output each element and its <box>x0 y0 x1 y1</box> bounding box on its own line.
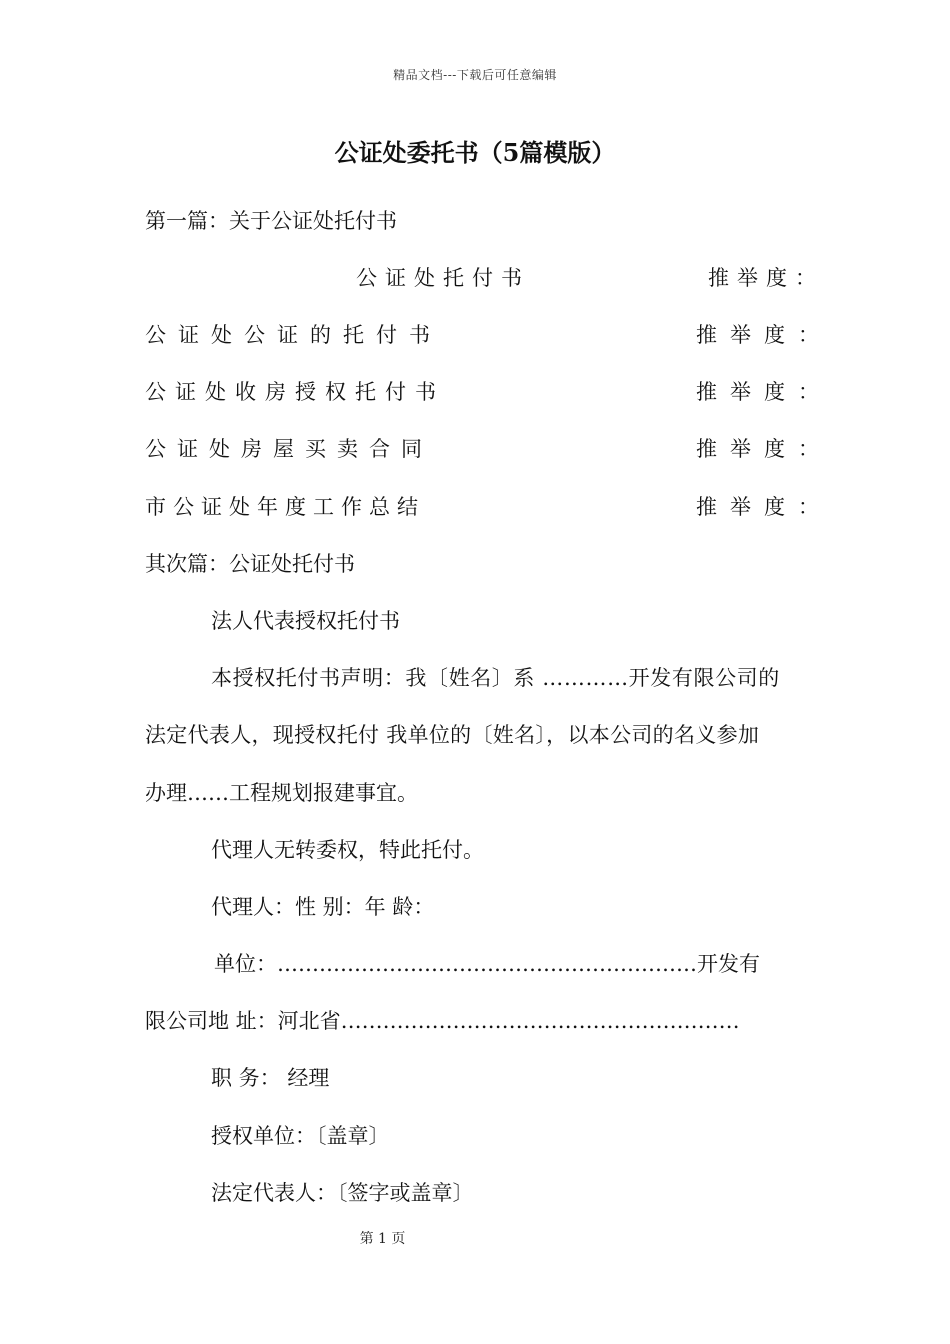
page-header: 精品文档---下载后可任意编辑 <box>393 68 557 82</box>
address-line: 限公司地 址：河北省………………………………………………… <box>145 1009 740 1033</box>
toc-item-label: 公证处房屋买卖合同 <box>145 437 433 461</box>
toc-item-rating: 推举度： <box>696 380 832 404</box>
first-section-heading: 第一篇：关于公证处托付书 <box>145 209 397 233</box>
toc-item-label: 公证处收房授权托付书 <box>145 380 445 404</box>
letter-subtitle: 法人代表授权托付书 <box>211 609 400 633</box>
paragraph-line: 本授权托付书声明：我〔姓名〕系 …………开发有限公司的 <box>211 666 780 690</box>
toc-item-rating: 推举度： <box>696 323 832 347</box>
toc-item-label: 公证处托付书 <box>356 266 530 290</box>
toc-item-rating: 推举度： <box>696 437 832 461</box>
page-number: 第 1 页 <box>359 1231 406 1247</box>
position-line: 职 务： 经理 <box>211 1066 330 1090</box>
authorizing-unit-line: 授权单位：〔盖章〕 <box>211 1124 390 1148</box>
document-title: 公证处委托书（5篇模版） <box>334 138 616 167</box>
toc-item-label: 市公证处年度工作总结 <box>145 495 425 519</box>
paragraph-line: 办理……工程规划报建事宜。 <box>145 781 418 805</box>
toc-item-label: 公证处公证的托付书 <box>145 323 442 347</box>
agent-info-line: 代理人：性 别：年 龄： <box>211 895 435 919</box>
second-section-heading: 其次篇：公证处托付书 <box>145 552 355 576</box>
no-transfer-statement: 代理人无转委权，特此托付。 <box>211 838 484 862</box>
paragraph-line: 法定代表人，现授权托付 我单位的〔姓名〕，以本公司的名义参加 <box>145 723 760 747</box>
toc-item-rating: 推举度： <box>708 266 824 290</box>
toc-item-rating: 推举度： <box>696 495 832 519</box>
legal-representative-line: 法定代表人：〔签字或盖章〕 <box>211 1181 474 1205</box>
unit-line: 单位：……………………………………………………开发有 <box>214 952 760 976</box>
